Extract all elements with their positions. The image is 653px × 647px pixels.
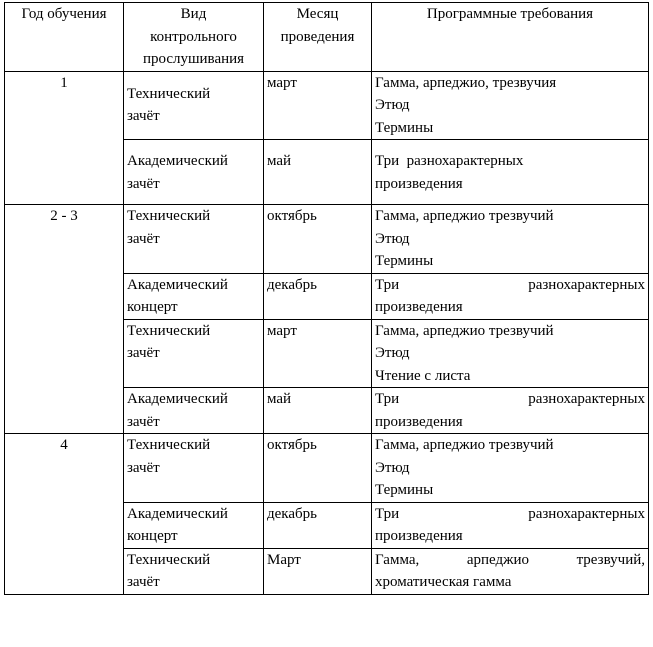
- requirements-cell: Гамма, арпеджио трезвучий Этюд Чтение с листа: [372, 319, 649, 388]
- requirements-cell: Гамма, арпеджио трезвучий, хроматическая гамма: [372, 548, 649, 594]
- type-cell: Технический зачёт: [124, 548, 264, 594]
- month-cell: декабрь: [264, 273, 372, 319]
- month-cell: декабрь: [264, 502, 372, 548]
- table-row: [5, 205, 649, 274]
- type-cell: Технический зачёт: [124, 205, 264, 274]
- requirements-cell: Три разнохарактерных произведения: [372, 140, 649, 205]
- type-cell: Академический зачёт: [124, 388, 264, 434]
- year-cell: 4: [5, 434, 124, 595]
- month-cell: май: [264, 140, 372, 205]
- type-cell: Технический зачёт: [124, 434, 264, 503]
- control-schedule-table: [4, 2, 649, 595]
- header-type: Вид контрольного прослушивания: [124, 3, 264, 72]
- month-cell: март: [264, 319, 372, 388]
- requirements-cell: Три разнохарактерных произведения: [372, 502, 649, 548]
- type-cell: Технический зачёт: [124, 319, 264, 388]
- type-cell: Академический концерт: [124, 273, 264, 319]
- type-cell: Технический зачёт: [124, 71, 264, 140]
- header-requirements: Программные требования: [372, 3, 649, 72]
- month-cell: март: [264, 71, 372, 140]
- table-row: [5, 434, 649, 503]
- month-cell: октябрь: [264, 434, 372, 503]
- header-month: Месяц проведения: [264, 3, 372, 72]
- requirements-cell: Гамма, арпеджио трезвучий Этюд Термины: [372, 205, 649, 274]
- requirements-cell: Три разнохарактерных произведения: [372, 273, 649, 319]
- header-row: [5, 3, 649, 72]
- type-cell: Академический концерт: [124, 502, 264, 548]
- month-cell: май: [264, 388, 372, 434]
- month-cell: октябрь: [264, 205, 372, 274]
- table-row: [5, 71, 649, 140]
- header-year: Год обучения: [5, 3, 124, 72]
- year-cell: 1: [5, 71, 124, 205]
- requirements-cell: Гамма, арпеджио трезвучий Этюд Термины: [372, 434, 649, 503]
- requirements-cell: Гамма, арпеджио, трезвучия Этюд Термины: [372, 71, 649, 140]
- year-cell: 2 - 3: [5, 205, 124, 434]
- month-cell: Март: [264, 548, 372, 594]
- type-cell: Академический зачёт: [124, 140, 264, 205]
- requirements-cell: Три разнохарактерных произведения: [372, 388, 649, 434]
